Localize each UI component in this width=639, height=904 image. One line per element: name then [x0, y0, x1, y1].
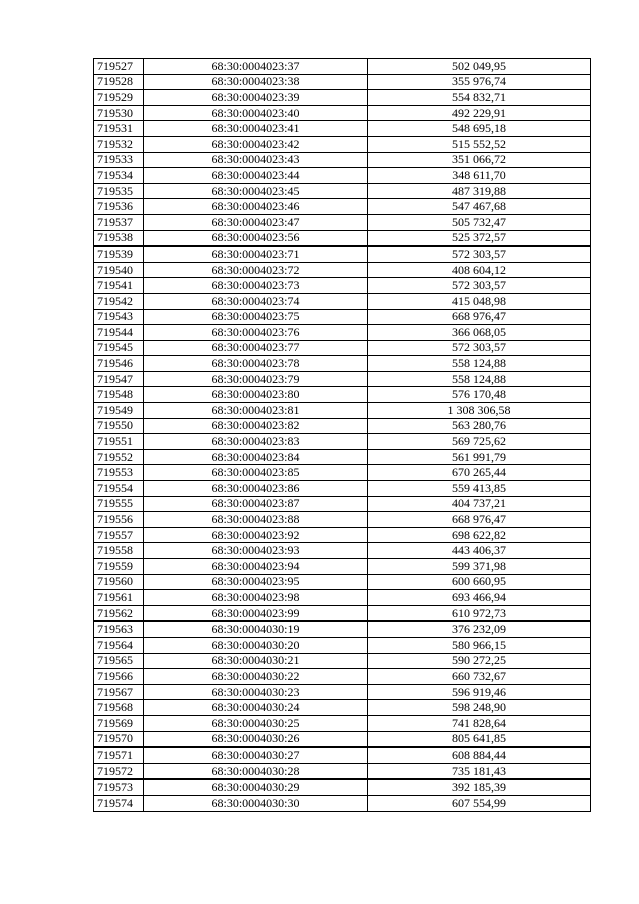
row-number-cell: 719557 — [94, 527, 144, 543]
registry-table-body — [94, 59, 591, 812]
row-number-cell: 719571 — [94, 747, 144, 763]
table-row — [94, 293, 591, 309]
table-row — [94, 183, 591, 199]
row-number-cell: 719550 — [94, 418, 144, 434]
row-number-cell: 719563 — [94, 621, 144, 637]
row-number-cell: 719529 — [94, 90, 144, 106]
value-cell: 610 972,73 — [368, 605, 591, 621]
row-number-cell: 719569 — [94, 715, 144, 731]
row-number-cell: 719549 — [94, 403, 144, 419]
value-cell: 505 732,47 — [368, 214, 591, 230]
cadastral-number-cell: 68:30:0004023:81 — [144, 403, 368, 419]
cadastral-number-cell: 68:30:0004030:22 — [144, 669, 368, 685]
cadastral-number-cell: 68:30:0004023:43 — [144, 152, 368, 168]
row-number-cell: 719552 — [94, 449, 144, 465]
cadastral-number-cell: 68:30:0004023:42 — [144, 136, 368, 152]
value-cell: 558 124,88 — [368, 371, 591, 387]
row-number-cell: 719554 — [94, 481, 144, 497]
value-cell: 670 265,44 — [368, 465, 591, 481]
cadastral-number-cell: 68:30:0004030:29 — [144, 779, 368, 795]
row-number-cell: 719527 — [94, 59, 144, 75]
cadastral-number-cell: 68:30:0004030:30 — [144, 795, 368, 811]
row-number-cell: 719567 — [94, 684, 144, 700]
cadastral-number-cell: 68:30:0004023:93 — [144, 543, 368, 559]
row-number-cell: 719546 — [94, 356, 144, 372]
cadastral-number-cell: 68:30:0004023:84 — [144, 449, 368, 465]
value-cell: 572 303,57 — [368, 278, 591, 294]
cadastral-number-cell: 68:30:0004023:99 — [144, 605, 368, 621]
cadastral-number-cell: 68:30:0004023:37 — [144, 59, 368, 75]
table-row — [94, 543, 591, 559]
cadastral-number-cell: 68:30:0004023:80 — [144, 387, 368, 403]
table-row — [94, 278, 591, 294]
row-number-cell: 719532 — [94, 136, 144, 152]
row-number-cell: 719528 — [94, 74, 144, 90]
value-cell: 698 622,82 — [368, 527, 591, 543]
cadastral-number-cell: 68:30:0004023:47 — [144, 214, 368, 230]
value-cell: 515 552,52 — [368, 136, 591, 152]
table-row — [94, 465, 591, 481]
value-cell: 487 319,88 — [368, 183, 591, 199]
table-row — [94, 747, 591, 763]
table-row — [94, 74, 591, 90]
table-row — [94, 449, 591, 465]
row-number-cell: 719536 — [94, 199, 144, 215]
table-row — [94, 152, 591, 168]
table-row — [94, 246, 591, 262]
row-number-cell: 719544 — [94, 325, 144, 341]
cadastral-number-cell: 68:30:0004023:38 — [144, 74, 368, 90]
cadastral-number-cell: 68:30:0004030:21 — [144, 653, 368, 669]
row-number-cell: 719545 — [94, 340, 144, 356]
cadastral-number-cell: 68:30:0004023:85 — [144, 465, 368, 481]
row-number-cell: 719538 — [94, 230, 144, 246]
value-cell: 600 660,95 — [368, 574, 591, 590]
value-cell: 443 406,37 — [368, 543, 591, 559]
cadastral-number-cell: 68:30:0004023:74 — [144, 293, 368, 309]
value-cell: 547 467,68 — [368, 199, 591, 215]
table-row — [94, 59, 591, 75]
row-number-cell: 719548 — [94, 387, 144, 403]
row-number-cell: 719560 — [94, 574, 144, 590]
table-row — [94, 731, 591, 747]
row-number-cell: 719530 — [94, 105, 144, 121]
row-number-cell: 719551 — [94, 434, 144, 450]
cadastral-number-cell: 68:30:0004023:78 — [144, 356, 368, 372]
table-row — [94, 574, 591, 590]
value-cell: 596 919,46 — [368, 684, 591, 700]
table-row — [94, 168, 591, 184]
cadastral-number-cell: 68:30:0004030:25 — [144, 715, 368, 731]
table-row — [94, 309, 591, 325]
cadastral-number-cell: 68:30:0004030:19 — [144, 621, 368, 637]
value-cell: 599 371,98 — [368, 559, 591, 575]
value-cell: 502 049,95 — [368, 59, 591, 75]
value-cell: 805 641,85 — [368, 731, 591, 747]
row-number-cell: 719564 — [94, 637, 144, 653]
table-row — [94, 779, 591, 795]
value-cell: 558 124,88 — [368, 356, 591, 372]
registry-sheet — [93, 58, 590, 812]
row-number-cell: 719573 — [94, 779, 144, 795]
value-cell: 561 991,79 — [368, 449, 591, 465]
row-number-cell: 719537 — [94, 214, 144, 230]
row-number-cell: 719570 — [94, 731, 144, 747]
row-number-cell: 719561 — [94, 590, 144, 606]
cadastral-number-cell: 68:30:0004023:40 — [144, 105, 368, 121]
registry-table — [93, 58, 591, 812]
value-cell: 492 229,91 — [368, 105, 591, 121]
cadastral-number-cell: 68:30:0004023:79 — [144, 371, 368, 387]
table-row — [94, 795, 591, 811]
row-number-cell: 719543 — [94, 309, 144, 325]
table-row — [94, 527, 591, 543]
table-row — [94, 418, 591, 434]
value-cell: 392 185,39 — [368, 779, 591, 795]
value-cell: 366 068,05 — [368, 325, 591, 341]
cadastral-number-cell: 68:30:0004023:73 — [144, 278, 368, 294]
value-cell: 563 280,76 — [368, 418, 591, 434]
table-row — [94, 230, 591, 246]
table-row — [94, 559, 591, 575]
table-row — [94, 90, 591, 106]
row-number-cell: 719539 — [94, 246, 144, 262]
row-number-cell: 719535 — [94, 183, 144, 199]
table-row — [94, 136, 591, 152]
value-cell: 525 372,57 — [368, 230, 591, 246]
row-number-cell: 719558 — [94, 543, 144, 559]
cadastral-number-cell: 68:30:0004023:82 — [144, 418, 368, 434]
table-row — [94, 371, 591, 387]
row-number-cell: 719547 — [94, 371, 144, 387]
row-number-cell: 719555 — [94, 496, 144, 512]
table-row — [94, 403, 591, 419]
value-cell: 404 737,21 — [368, 496, 591, 512]
value-cell: 348 611,70 — [368, 168, 591, 184]
table-row — [94, 605, 591, 621]
cadastral-number-cell: 68:30:0004023:75 — [144, 309, 368, 325]
row-number-cell: 719531 — [94, 121, 144, 137]
value-cell: 668 976,47 — [368, 512, 591, 528]
value-cell: 693 466,94 — [368, 590, 591, 606]
cadastral-number-cell: 68:30:0004023:41 — [144, 121, 368, 137]
table-row — [94, 653, 591, 669]
row-number-cell: 719568 — [94, 700, 144, 716]
value-cell: 376 232,09 — [368, 621, 591, 637]
table-row — [94, 387, 591, 403]
table-row — [94, 512, 591, 528]
cadastral-number-cell: 68:30:0004023:45 — [144, 183, 368, 199]
row-number-cell: 719572 — [94, 763, 144, 779]
table-row — [94, 481, 591, 497]
value-cell: 1 308 306,58 — [368, 403, 591, 419]
cadastral-number-cell: 68:30:0004030:20 — [144, 637, 368, 653]
value-cell: 548 695,18 — [368, 121, 591, 137]
cadastral-number-cell: 68:30:0004023:39 — [144, 90, 368, 106]
row-number-cell: 719542 — [94, 293, 144, 309]
table-row — [94, 434, 591, 450]
cadastral-number-cell: 68:30:0004023:44 — [144, 168, 368, 184]
cadastral-number-cell: 68:30:0004023:95 — [144, 574, 368, 590]
cadastral-number-cell: 68:30:0004023:76 — [144, 325, 368, 341]
cadastral-number-cell: 68:30:0004023:92 — [144, 527, 368, 543]
table-row — [94, 325, 591, 341]
cadastral-number-cell: 68:30:0004030:27 — [144, 747, 368, 763]
value-cell: 660 732,67 — [368, 669, 591, 685]
value-cell: 351 066,72 — [368, 152, 591, 168]
value-cell: 668 976,47 — [368, 309, 591, 325]
row-number-cell: 719562 — [94, 605, 144, 621]
table-row — [94, 700, 591, 716]
value-cell: 598 248,90 — [368, 700, 591, 716]
value-cell: 559 413,85 — [368, 481, 591, 497]
cadastral-number-cell: 68:30:0004023:46 — [144, 199, 368, 215]
cadastral-number-cell: 68:30:0004023:86 — [144, 481, 368, 497]
table-row — [94, 340, 591, 356]
cadastral-number-cell: 68:30:0004023:98 — [144, 590, 368, 606]
row-number-cell: 719534 — [94, 168, 144, 184]
table-row — [94, 763, 591, 779]
table-row — [94, 590, 591, 606]
row-number-cell: 719553 — [94, 465, 144, 481]
row-number-cell: 719533 — [94, 152, 144, 168]
row-number-cell: 719565 — [94, 653, 144, 669]
value-cell: 735 181,43 — [368, 763, 591, 779]
row-number-cell: 719540 — [94, 262, 144, 278]
value-cell: 580 966,15 — [368, 637, 591, 653]
value-cell: 572 303,57 — [368, 340, 591, 356]
table-row — [94, 121, 591, 137]
cadastral-number-cell: 68:30:0004023:77 — [144, 340, 368, 356]
cadastral-number-cell: 68:30:0004023:88 — [144, 512, 368, 528]
row-number-cell: 719574 — [94, 795, 144, 811]
cadastral-number-cell: 68:30:0004030:23 — [144, 684, 368, 700]
table-row — [94, 105, 591, 121]
table-row — [94, 356, 591, 372]
cadastral-number-cell: 68:30:0004023:94 — [144, 559, 368, 575]
table-row — [94, 496, 591, 512]
table-row — [94, 621, 591, 637]
value-cell: 569 725,62 — [368, 434, 591, 450]
row-number-cell: 719541 — [94, 278, 144, 294]
value-cell: 415 048,98 — [368, 293, 591, 309]
table-row — [94, 199, 591, 215]
cadastral-number-cell: 68:30:0004030:26 — [144, 731, 368, 747]
cadastral-number-cell: 68:30:0004023:56 — [144, 230, 368, 246]
value-cell: 355 976,74 — [368, 74, 591, 90]
value-cell: 607 554,99 — [368, 795, 591, 811]
cadastral-number-cell: 68:30:0004030:28 — [144, 763, 368, 779]
table-row — [94, 214, 591, 230]
cadastral-number-cell: 68:30:0004023:83 — [144, 434, 368, 450]
row-number-cell: 719556 — [94, 512, 144, 528]
table-row — [94, 715, 591, 731]
value-cell: 572 303,57 — [368, 246, 591, 262]
cadastral-number-cell: 68:30:0004023:87 — [144, 496, 368, 512]
table-row — [94, 684, 591, 700]
value-cell: 608 884,44 — [368, 747, 591, 763]
row-number-cell: 719559 — [94, 559, 144, 575]
value-cell: 554 832,71 — [368, 90, 591, 106]
value-cell: 590 272,25 — [368, 653, 591, 669]
table-row — [94, 637, 591, 653]
row-number-cell: 719566 — [94, 669, 144, 685]
cadastral-number-cell: 68:30:0004030:24 — [144, 700, 368, 716]
value-cell: 576 170,48 — [368, 387, 591, 403]
table-row — [94, 669, 591, 685]
cadastral-number-cell: 68:30:0004023:71 — [144, 246, 368, 262]
cadastral-number-cell: 68:30:0004023:72 — [144, 262, 368, 278]
value-cell: 408 604,12 — [368, 262, 591, 278]
value-cell: 741 828,64 — [368, 715, 591, 731]
table-row — [94, 262, 591, 278]
